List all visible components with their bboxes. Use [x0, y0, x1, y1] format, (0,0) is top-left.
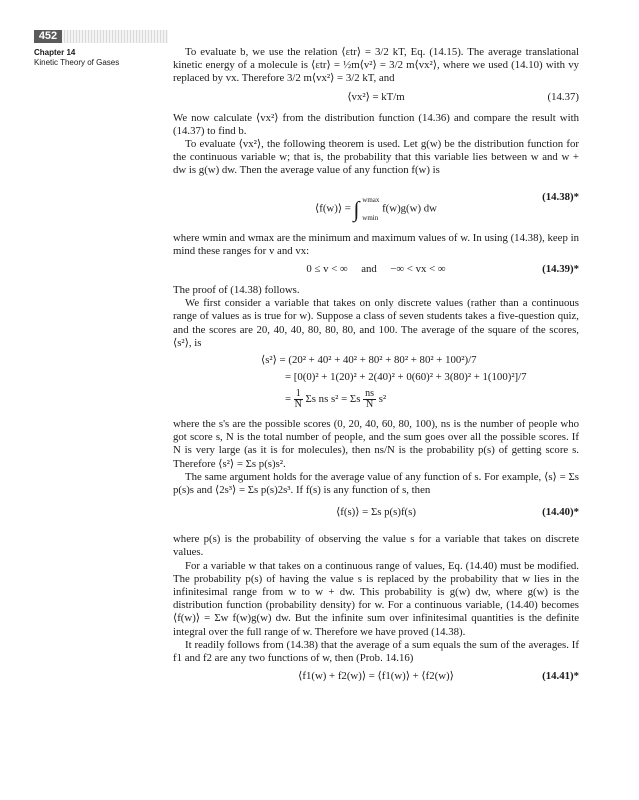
- equation-line: ⟨s²⟩ = (20² + 40² + 40² + 80² + 80² + 80² + 100²)/7: [261, 354, 477, 367]
- integral-sign: ∫: [353, 196, 360, 222]
- equation-number: (14.40)*: [542, 506, 579, 519]
- paragraph: It readily follows from (14.38) that the average of a sum equals the sum of the averages. If f1 and f2 are any two functions of w, then (Prob. 14.16): [173, 638, 579, 665]
- equation-body: ⟨f(s)⟩ = Σs p(s)f(s): [336, 506, 416, 519]
- summation-term: s²: [378, 393, 387, 406]
- fraction-denominator: N: [365, 399, 374, 411]
- equation-number: (14.37): [547, 90, 579, 103]
- equals-sign: =: [285, 393, 292, 406]
- equation-rhs: f(w)g(w) dw: [382, 202, 437, 215]
- paragraph: The same argument holds for the average value of any function of s. For example, ⟨s⟩ = Σs p(s)s and ⟨2s³⟩ = Σs p(s)2s³. If f(s) is any function of s, then: [173, 470, 579, 497]
- paragraph: For a variable w that takes on a continuous range of values, Eq. (14.40) must be modified. The probability p(s) of having the value s is replaced by the probability that w lies in the infinitesimal range from w to w + dw. This probability is g(w) dw, where g(w) is the distribution function (probability density) for w. For a continuous variable, (14.40) becomes ⟨f(w)⟩ = Σw f(w)g(w) dw. But the infinite sum over infinitesimal quantities is the definite integral over the full range of w. Therefore we have proved (14.38).: [173, 559, 579, 638]
- paragraph: We first consider a variable that takes on only discrete values (rather than a continuous range of values as is true for w). Suppose a class of seven students takes a five-question quiz, and the scores are 20, 40, 40, 80, 80, 80, and 100. The average of the square of the scores, ⟨s²⟩, is: [173, 297, 579, 349]
- paragraph: To evaluate ⟨vx²⟩, the following theorem is used. Let g(w) be the distribution function for the continuous variable w; that is, the probability that this variable lies between w and w + dw is g(w) dw. Then the average value of any function f(w) is: [173, 138, 579, 177]
- paragraph: where p(s) is the probability of observing the value s for a variable that takes on discrete values.: [173, 533, 579, 559]
- equation-14-40: [173, 502, 579, 528]
- fraction-denominator: N: [294, 399, 302, 411]
- equation-number: (14.41)*: [542, 670, 579, 683]
- equation-14-38: [173, 183, 579, 227]
- paragraph: To evaluate b, we use the relation ⟨εtr⟩ = 3/2 kT, Eq. (14.15). The average translational kinetic energy of a molecule is ⟨εtr⟩ = ½m⟨v²⟩ = 3/2 m⟨vx²⟩, where we used (14.10) with vy replaced by vx. Therefore 3/2 m⟨vx²⟩ = 3/2 kT, and: [173, 46, 579, 85]
- equation-14-41: [173, 670, 579, 686]
- equation-14-37: [173, 91, 579, 107]
- chapter-title: Kinetic Theory of Gases: [34, 58, 120, 67]
- paragraph: We now calculate ⟨vx²⟩ from the distribution function (14.36) and compare the result with (14.37) to find b.: [173, 111, 579, 137]
- equation-line: [261, 386, 579, 412]
- chapter-label: Chapter 14: [34, 48, 76, 57]
- fraction: [363, 389, 376, 410]
- integral-lower-limit: wmin: [362, 213, 379, 222]
- fraction-numerator: ns: [365, 388, 375, 400]
- paragraph: where the s's are the possible scores (0, 20, 40, 60, 80, 100), ns is the number of people who got score s, N is the total number of people, and the sum goes over all the possible scores. If N is very large (as it is for molecules), then ns/N is the probability p(s) of getting score s. Therefore ⟨s²⟩ = Σs p(s)s².: [173, 418, 579, 470]
- summation-term: Σs ns s² = Σs: [305, 393, 361, 406]
- equation-body: 0 ≤ v < ∞ and −∞ < vx < ∞: [306, 263, 446, 276]
- page-number: 452: [34, 30, 62, 43]
- equation-14-39: [173, 263, 579, 279]
- equation-lhs: ⟨f(w)⟩ =: [315, 202, 351, 215]
- fraction-numerator: 1: [295, 388, 301, 400]
- chapter-sidebar: [34, 48, 119, 68]
- equation-number: (14.39)*: [542, 263, 579, 276]
- equation-number: (14.38)*: [542, 190, 579, 203]
- equation-body: ⟨f1(w) + f2(w)⟩ = ⟨f1(w)⟩ + ⟨f2(w)⟩: [298, 670, 454, 683]
- main-text: [173, 46, 579, 691]
- equation-average-square: [261, 352, 579, 412]
- equation-body: ⟨vx²⟩ = kT/m: [347, 90, 405, 103]
- paragraph: The proof of (14.38) follows.: [173, 284, 300, 297]
- integral-upper-limit: wmax: [362, 195, 380, 204]
- equation-body: [173, 191, 579, 227]
- paragraph: where wmin and wmax are the minimum and maximum values of w. In using (14.38), keep in mind these ranges for v and vx:: [173, 231, 579, 257]
- fraction: [294, 389, 303, 410]
- equation-line: = [0(0)² + 1(20)² + 2(40)² + 0(60)² + 3(80)² + 1(100)²]/7: [285, 371, 527, 384]
